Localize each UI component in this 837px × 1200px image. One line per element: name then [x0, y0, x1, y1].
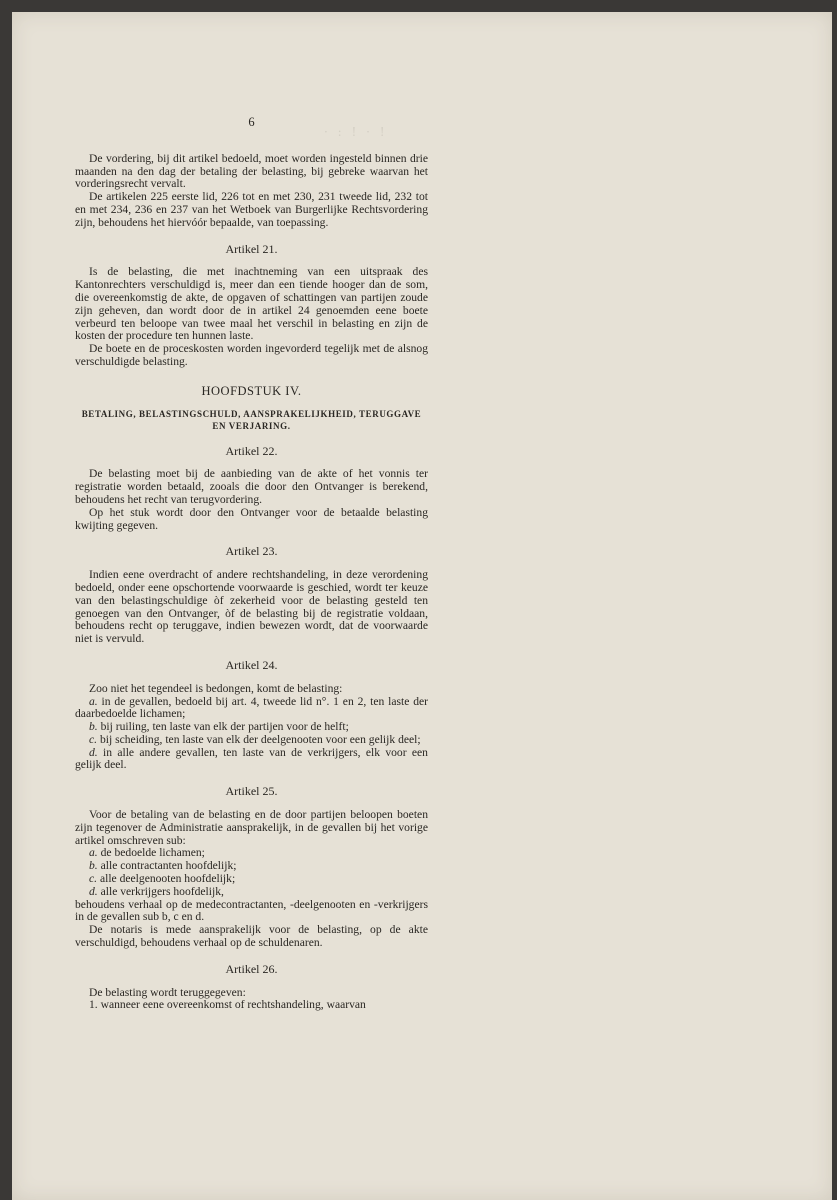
page-number: 6 — [248, 115, 255, 129]
item-letter: b. — [89, 720, 98, 734]
article-24-item-a — [75, 696, 428, 722]
article-26-heading: Artikel 26. — [225, 961, 278, 976]
intro-paragraph-1: De vordering, bij dit artikel bedoeld, moet worden ingesteld binnen drie maanden na den dag der betaling der belasting, bij gebreke waarvan het vorderingsrecht vervalt. — [75, 151, 428, 191]
item-text: in alle andere gevallen, ten laste van de verkrijgers, elk voor een gelijk deel. — [75, 745, 428, 772]
article-21-paragraph-2: De boete en de proceskosten worden ingevorderd tegelijk met de alsnog verschuldigde belasting. — [75, 342, 428, 368]
item-text: alle deelgenooten hoofdelijk; — [99, 872, 236, 886]
document-page — [12, 12, 832, 1200]
item-letter: a. — [89, 846, 98, 860]
article-25-closing: De notaris is mede aansprakelijk voor de belasting, op de akte verschuldigd, behoudens verhaal op de schuldenaren. — [75, 923, 428, 950]
item-text: in de gevallen, bedoeld bij art. 4, tweede lid n°. 1 en 2, ten laste der daarbedoelde lichamen; — [75, 694, 428, 721]
article-22-paragraph-2: Op het stuk wordt door den Ontvanger voor de betaalde belasting kwijting gegeven. — [75, 505, 428, 532]
item-text: bij scheiding, ten laste van elk der deelgenooten voor een gelijk deel; — [99, 732, 421, 746]
article-25-tail: behoudens verhaal op de medecontractanten, -deelgenooten en -verkrijgers in de gevallen sub b, c en d. — [75, 897, 428, 924]
item-text: bij ruiling, ten laste van elk der partijen voor de helft; — [100, 720, 349, 734]
article-24-heading: Artikel 24. — [225, 657, 278, 672]
article-26-intro: De belasting wordt teruggegeven: — [89, 985, 246, 999]
item-letter: c. — [89, 732, 98, 746]
article-26-item-1: 1. wanneer eene overeenkomst of rechtshandeling, waarvan — [89, 998, 366, 1012]
item-letter: d. — [89, 884, 98, 898]
item-letter: c. — [89, 872, 98, 886]
article-23-paragraph-1: Indien eene overdracht of andere rechtshandeling, in deze verordening bedoeld, onder eene opschortende voorwaarde is geschied, wordt ter keuze van den belastingschuldige òf zekerheid voor de belasting gesteld ten genoegen van den Ontvanger, òf de belasting bij de registratie voldaan, behoudens recht op teruggave, indien bewezen wordt, dat de voorwaarde niet is vervuld. — [75, 568, 428, 646]
intro-paragraph-2: De artikelen 225 eerste lid, 226 tot en met 230, 231 tweede lid, 232 tot en met 234, 236 en 237 van het Wetboek van Burgerlijke Rechtsvordering zijn, behoudens het hiervóór bepaalde, van toepassing. — [75, 190, 428, 229]
article-21-heading: Artikel 21. — [225, 241, 278, 256]
item-letter: a. — [89, 694, 98, 708]
item-text: de bedoelde lichamen; — [100, 846, 205, 860]
article-23-heading: Artikel 23. — [225, 544, 278, 559]
article-22-paragraph-1: De belasting moet bij de aanbieding van de akte of het vonnis ter registratie worden betaald, zooals die door den Ontvanger is berekend, behoudens het recht van terugvordering. — [75, 467, 428, 506]
article-21-paragraph-1: Is de belasting, die met inachtneming van een uitspraak des Kantonrechters verschuldigd is, meer dan een tiende hooger dan de som, die overeenkomstig de akte, de opgaven of schattingen van partijen zoude zijn geheven, dan wordt door de in artikel 24 genoemden eene boete verbeurd ten beloope van twee maal het verschil in belasting en zijn de kosten der procedure ten hunnen laste. — [75, 265, 428, 343]
article-25-heading: Artikel 25. — [225, 784, 278, 799]
article-22-heading: Artikel 22. — [225, 443, 278, 458]
item-letter: d. — [89, 745, 98, 759]
text-column — [75, 116, 428, 1012]
article-24-intro: Zoo niet het tegendeel is bedongen, komt de belasting: — [89, 681, 343, 695]
item-text: alle contractanten hoofdelijk; — [100, 859, 237, 873]
item-text: alle verkrijgers hoofdelijk, — [100, 884, 224, 898]
item-letter: b. — [89, 859, 98, 873]
article-25-intro: Voor de betaling van de belasting en de door partijen beloopen boeten zijn tegenover de Administratie aansprakelijk, in de gevallen bij het vorige artikel omschreven sub: — [75, 808, 428, 847]
article-24-item-d — [75, 747, 428, 773]
chapter-subtitle: BETALING, BELASTINGSCHULD, AANSPRAKELIJKHEID, TERUGGAVE EN VERJARING. — [81, 408, 422, 431]
chapter-title: HOOFDSTUK IV. — [201, 383, 302, 398]
article-25-item-d — [75, 886, 428, 899]
bleed-through-marks: · : ! · ! — [324, 125, 388, 139]
